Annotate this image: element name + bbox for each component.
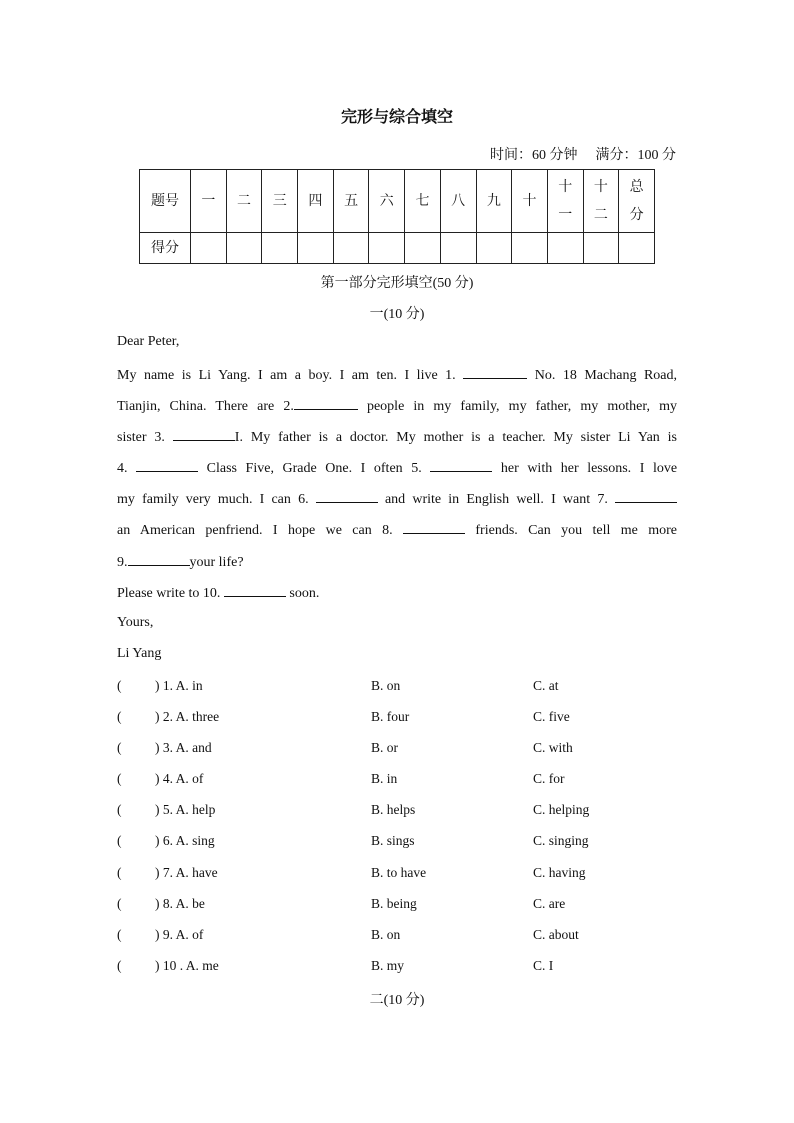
letter-text: No. 18 Machang Road, bbox=[534, 368, 678, 383]
score-table bbox=[139, 169, 655, 264]
option-b: B. in bbox=[371, 771, 398, 786]
header-cell: 四 bbox=[298, 170, 334, 233]
answer-paren[interactable]: ( bbox=[117, 833, 122, 848]
header-cell: 题号 bbox=[140, 170, 191, 233]
letter-line bbox=[117, 490, 677, 508]
option-b: B. helps bbox=[371, 802, 416, 817]
option-c: C. helping bbox=[533, 802, 590, 817]
header-cell bbox=[547, 170, 583, 233]
question-row bbox=[117, 740, 677, 760]
answer-blank[interactable] bbox=[430, 459, 492, 472]
letter-text: 4. bbox=[117, 461, 128, 476]
question-row bbox=[117, 709, 677, 729]
score-cell[interactable] bbox=[476, 233, 512, 264]
score-row-label: 得分 bbox=[140, 233, 191, 264]
letter-text: people in my family, my father, my mother, my bbox=[366, 399, 677, 414]
letter-text: My name is Li Yang. I am a boy. I am ten. I live 1. bbox=[117, 368, 456, 383]
option-a: ) 8. A. be bbox=[155, 896, 205, 911]
score-cell[interactable] bbox=[226, 233, 262, 264]
question-row bbox=[117, 802, 677, 822]
letter-signature: Li Yang bbox=[117, 646, 162, 661]
question-row bbox=[117, 771, 677, 791]
header-cell: 二 bbox=[226, 170, 262, 233]
question-row bbox=[117, 927, 677, 947]
score-cell[interactable] bbox=[512, 233, 548, 264]
option-b: B. on bbox=[371, 927, 401, 942]
option-a: ) 5. A. help bbox=[155, 802, 216, 817]
score-cell[interactable] bbox=[547, 233, 583, 264]
letter-text: your life? bbox=[189, 555, 244, 570]
option-a: ) 3. A. and bbox=[155, 740, 212, 755]
letter-text: my family very much. I can 6. bbox=[117, 492, 309, 507]
option-c: C. are bbox=[533, 896, 566, 911]
header-cell-text: 十二 bbox=[593, 179, 608, 223]
question-row bbox=[117, 833, 677, 853]
letter-greeting: Dear Peter, bbox=[117, 334, 180, 349]
answer-blank[interactable] bbox=[128, 553, 190, 566]
option-b: B. on bbox=[371, 678, 401, 693]
letter-text: friends. Can you tell me more bbox=[475, 523, 678, 538]
option-c: C. for bbox=[533, 771, 565, 786]
score-cell[interactable] bbox=[440, 233, 476, 264]
option-b: B. four bbox=[371, 709, 410, 724]
score-cell[interactable] bbox=[298, 233, 334, 264]
header-cell: 一 bbox=[191, 170, 227, 233]
option-c: C. singing bbox=[533, 833, 589, 848]
letter-text: and write in English well. I want 7. bbox=[384, 492, 608, 507]
letter-text: soon. bbox=[289, 586, 320, 601]
section-title: 一(10 分) bbox=[369, 307, 425, 322]
answer-paren[interactable]: ( bbox=[117, 927, 122, 942]
section-title: 二(10 分) bbox=[369, 993, 425, 1008]
option-a: ) 7. A. have bbox=[155, 865, 218, 880]
option-c: C. having bbox=[533, 865, 586, 880]
letter-line bbox=[117, 397, 677, 415]
exam-meta bbox=[490, 144, 676, 164]
answer-paren[interactable]: ( bbox=[117, 771, 122, 786]
letter-line bbox=[117, 428, 677, 446]
answer-blank[interactable] bbox=[136, 459, 198, 472]
header-cell: 三 bbox=[262, 170, 298, 233]
option-a: ) 1. A. in bbox=[155, 678, 203, 693]
score-table-score-row bbox=[140, 233, 655, 264]
header-cell: 十 bbox=[512, 170, 548, 233]
header-cell: 六 bbox=[369, 170, 405, 233]
header-cell: 五 bbox=[333, 170, 369, 233]
letter-text: Class Five, Grade One. I often 5. bbox=[206, 461, 422, 476]
answer-blank[interactable] bbox=[173, 428, 235, 441]
answer-blank[interactable] bbox=[224, 584, 286, 597]
option-b: B. or bbox=[371, 740, 398, 755]
option-b: B. my bbox=[371, 958, 405, 973]
question-row bbox=[117, 678, 677, 698]
option-c: C. with bbox=[533, 740, 573, 755]
answer-paren[interactable]: ( bbox=[117, 678, 122, 693]
part-title: 第一部分完形填空(50 分) bbox=[320, 276, 474, 291]
header-cell-text: 总分 bbox=[629, 179, 644, 223]
header-cell: 七 bbox=[405, 170, 441, 233]
option-a: ) 10 . A. me bbox=[155, 958, 219, 973]
option-b: B. being bbox=[371, 896, 417, 911]
letter-text: an American penfriend. I hope we can 8. bbox=[117, 523, 393, 538]
option-b: B. to have bbox=[371, 865, 427, 880]
answer-paren[interactable]: ( bbox=[117, 896, 122, 911]
answer-paren[interactable]: ( bbox=[117, 958, 122, 973]
question-row bbox=[117, 865, 677, 885]
score-cell[interactable] bbox=[191, 233, 227, 264]
answer-blank[interactable] bbox=[463, 366, 527, 379]
answer-blank[interactable] bbox=[615, 490, 677, 503]
answer-blank[interactable] bbox=[403, 521, 465, 534]
header-cell: 八 bbox=[440, 170, 476, 233]
question-row bbox=[117, 958, 677, 978]
time-limit: 时间：60 分钟 bbox=[490, 148, 578, 163]
letter-line bbox=[117, 584, 677, 602]
letter-text: I. My father is a doctor. My mother is a teacher. My sister Li Yan is bbox=[234, 430, 677, 445]
score-cell[interactable] bbox=[405, 233, 441, 264]
answer-paren[interactable]: ( bbox=[117, 740, 122, 755]
score-cell[interactable] bbox=[619, 233, 655, 264]
question-row bbox=[117, 896, 677, 916]
letter-line bbox=[117, 459, 677, 477]
letter-line bbox=[117, 521, 677, 539]
option-a: ) 9. A. of bbox=[155, 927, 204, 942]
option-a: ) 4. A. of bbox=[155, 771, 204, 786]
header-cell: 九 bbox=[476, 170, 512, 233]
header-cell-text: 十一 bbox=[558, 179, 573, 223]
header-cell bbox=[619, 170, 655, 233]
score-cell[interactable] bbox=[333, 233, 369, 264]
letter-text: her with her lessons. I love bbox=[500, 461, 678, 476]
letter-line bbox=[117, 553, 677, 571]
answer-blank[interactable] bbox=[316, 490, 378, 503]
letter-text: 9. bbox=[117, 555, 128, 570]
option-a: ) 6. A. sing bbox=[155, 833, 215, 848]
option-a: ) 2. A. three bbox=[155, 709, 220, 724]
header-cell bbox=[583, 170, 619, 233]
answer-paren[interactable]: ( bbox=[117, 709, 122, 724]
letter-text: Please write to 10. bbox=[117, 586, 221, 601]
score-cell[interactable] bbox=[262, 233, 298, 264]
answer-paren[interactable]: ( bbox=[117, 865, 122, 880]
answer-blank[interactable] bbox=[294, 397, 358, 410]
page-title: 完形与综合填空 bbox=[340, 107, 453, 126]
full-score: 满分：100 分 bbox=[595, 148, 676, 163]
answer-paren[interactable]: ( bbox=[117, 802, 122, 817]
option-c: C. I bbox=[533, 958, 554, 973]
letter-text: Tianjin, China. There are 2. bbox=[117, 399, 294, 414]
score-cell[interactable] bbox=[369, 233, 405, 264]
letter-text: sister 3. bbox=[117, 430, 165, 445]
option-c: C. at bbox=[533, 678, 559, 693]
option-b: B. sings bbox=[371, 833, 415, 848]
score-table-header-row bbox=[140, 170, 655, 233]
option-c: C. five bbox=[533, 709, 570, 724]
letter-line bbox=[117, 366, 677, 384]
score-cell[interactable] bbox=[583, 233, 619, 264]
letter-closing: Yours, bbox=[117, 615, 154, 630]
option-c: C. about bbox=[533, 927, 579, 942]
